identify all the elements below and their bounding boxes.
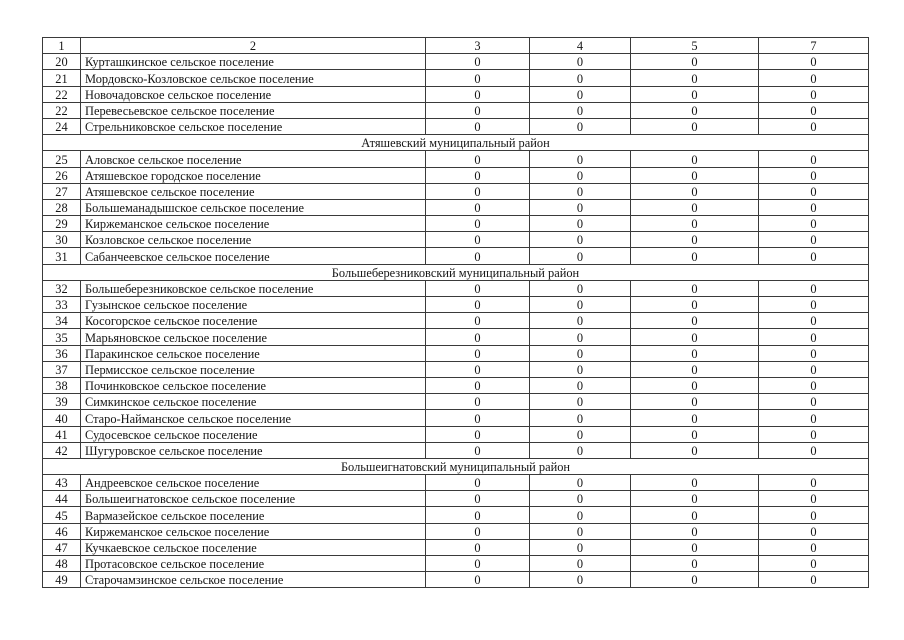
col-5-value: 0: [631, 167, 759, 183]
col-5-value: 0: [631, 297, 759, 313]
table-row: [43, 523, 869, 539]
col-7-value: 0: [759, 523, 869, 539]
row-number: 33: [43, 297, 81, 313]
col-3-value: 0: [426, 426, 530, 442]
row-number: 38: [43, 377, 81, 393]
table-row: [43, 377, 869, 393]
row-number: 47: [43, 539, 81, 555]
col-4-value: 0: [530, 167, 631, 183]
settlement-name: Стрельниковское сельское поселение: [81, 118, 426, 134]
col-3-value: 0: [426, 410, 530, 426]
column-number-2: 2: [81, 38, 426, 54]
table-row: [43, 216, 869, 232]
col-7-value: 0: [759, 183, 869, 199]
col-5-value: 0: [631, 556, 759, 572]
settlement-name: Симкинское сельское поселение: [81, 394, 426, 410]
settlement-name: Мордовско-Козловское сельское поселение: [81, 70, 426, 86]
col-3-value: 0: [426, 183, 530, 199]
column-number-3: 3: [426, 38, 530, 54]
table-row: [43, 345, 869, 361]
row-number: 31: [43, 248, 81, 264]
settlement-name: Курташкинское сельское поселение: [81, 54, 426, 70]
col-5-value: 0: [631, 216, 759, 232]
col-4-value: 0: [530, 426, 631, 442]
settlement-name: Новочадовское сельское поселение: [81, 86, 426, 102]
row-number: 46: [43, 523, 81, 539]
col-3-value: 0: [426, 280, 530, 296]
col-3-value: 0: [426, 345, 530, 361]
table-row: [43, 297, 869, 313]
settlement-name: Шугуровское сельское поселение: [81, 442, 426, 458]
table-row: [43, 248, 869, 264]
col-7-value: 0: [759, 54, 869, 70]
col-7-value: 0: [759, 426, 869, 442]
col-4-value: 0: [530, 523, 631, 539]
col-4-value: 0: [530, 232, 631, 248]
settlement-name: Киржеманское сельское поселение: [81, 523, 426, 539]
col-7-value: 0: [759, 377, 869, 393]
row-number: 48: [43, 556, 81, 572]
col-4-value: 0: [530, 54, 631, 70]
col-7-value: 0: [759, 475, 869, 491]
table-row: [43, 54, 869, 70]
district-title: Большеигнатовский муниципальный район: [43, 458, 869, 474]
col-3-value: 0: [426, 297, 530, 313]
col-3-value: 0: [426, 539, 530, 555]
col-7-value: 0: [759, 102, 869, 118]
table-row: [43, 394, 869, 410]
settlement-name: Марьяновское сельское поселение: [81, 329, 426, 345]
row-number: 35: [43, 329, 81, 345]
row-number: 29: [43, 216, 81, 232]
row-number: 27: [43, 183, 81, 199]
col-5-value: 0: [631, 426, 759, 442]
table-row: [43, 118, 869, 134]
col-4-value: 0: [530, 118, 631, 134]
col-7-value: 0: [759, 118, 869, 134]
col-3-value: 0: [426, 86, 530, 102]
table-row: [43, 539, 869, 555]
col-4-value: 0: [530, 345, 631, 361]
col-4-value: 0: [530, 394, 631, 410]
row-number: 25: [43, 151, 81, 167]
district-section-row: [43, 264, 869, 280]
row-number: 41: [43, 426, 81, 442]
col-5-value: 0: [631, 151, 759, 167]
col-4-value: 0: [530, 102, 631, 118]
col-4-value: 0: [530, 86, 631, 102]
col-3-value: 0: [426, 377, 530, 393]
row-number: 22: [43, 102, 81, 118]
col-3-value: 0: [426, 475, 530, 491]
column-number-1: 1: [43, 38, 81, 54]
col-3-value: 0: [426, 232, 530, 248]
district-section-row: [43, 458, 869, 474]
settlement-name: Гузынское сельское поселение: [81, 297, 426, 313]
col-5-value: 0: [631, 523, 759, 539]
col-7-value: 0: [759, 572, 869, 588]
row-number: 43: [43, 475, 81, 491]
table-row: [43, 475, 869, 491]
settlement-name: Старочамзинское сельское поселение: [81, 572, 426, 588]
col-4-value: 0: [530, 572, 631, 588]
col-7-value: 0: [759, 345, 869, 361]
settlement-name: Перевесьевское сельское поселение: [81, 102, 426, 118]
col-5-value: 0: [631, 507, 759, 523]
settlement-name: Вармазейское сельское поселение: [81, 507, 426, 523]
col-5-value: 0: [631, 199, 759, 215]
table-row: [43, 102, 869, 118]
col-7-value: 0: [759, 394, 869, 410]
row-number: 21: [43, 70, 81, 86]
col-4-value: 0: [530, 280, 631, 296]
row-number: 24: [43, 118, 81, 134]
col-3-value: 0: [426, 313, 530, 329]
col-3-value: 0: [426, 572, 530, 588]
settlement-name: Киржеманское сельское поселение: [81, 216, 426, 232]
table-row: [43, 410, 869, 426]
col-3-value: 0: [426, 102, 530, 118]
row-number: 36: [43, 345, 81, 361]
col-5-value: 0: [631, 572, 759, 588]
settlement-name: Судосевское сельское поселение: [81, 426, 426, 442]
table-row: [43, 70, 869, 86]
col-3-value: 0: [426, 507, 530, 523]
table-row: [43, 361, 869, 377]
col-7-value: 0: [759, 297, 869, 313]
row-number: 26: [43, 167, 81, 183]
settlement-name: Кучкаевское сельское поселение: [81, 539, 426, 555]
table-row: [43, 572, 869, 588]
col-7-value: 0: [759, 491, 869, 507]
col-4-value: 0: [530, 410, 631, 426]
col-7-value: 0: [759, 167, 869, 183]
col-7-value: 0: [759, 86, 869, 102]
col-3-value: 0: [426, 151, 530, 167]
table-row: [43, 183, 869, 199]
col-7-value: 0: [759, 442, 869, 458]
district-section-row: [43, 135, 869, 151]
column-number-5: 5: [631, 38, 759, 54]
col-4-value: 0: [530, 151, 631, 167]
col-4-value: 0: [530, 475, 631, 491]
table-row: [43, 232, 869, 248]
settlement-name: Андреевское сельское поселение: [81, 475, 426, 491]
row-number: 20: [43, 54, 81, 70]
settlement-name: Паракинское сельское поселение: [81, 345, 426, 361]
settlement-name: Атяшевское сельское поселение: [81, 183, 426, 199]
col-7-value: 0: [759, 507, 869, 523]
row-number: 22: [43, 86, 81, 102]
col-5-value: 0: [631, 102, 759, 118]
col-3-value: 0: [426, 54, 530, 70]
table-row: [43, 507, 869, 523]
col-4-value: 0: [530, 442, 631, 458]
col-5-value: 0: [631, 539, 759, 555]
col-3-value: 0: [426, 361, 530, 377]
row-number: 49: [43, 572, 81, 588]
row-number: 45: [43, 507, 81, 523]
row-number: 32: [43, 280, 81, 296]
col-5-value: 0: [631, 410, 759, 426]
col-5-value: 0: [631, 377, 759, 393]
col-3-value: 0: [426, 394, 530, 410]
col-3-value: 0: [426, 329, 530, 345]
col-4-value: 0: [530, 183, 631, 199]
col-3-value: 0: [426, 491, 530, 507]
col-7-value: 0: [759, 539, 869, 555]
settlement-name: Пермисское сельское поселение: [81, 361, 426, 377]
table-row: [43, 491, 869, 507]
col-4-value: 0: [530, 556, 631, 572]
col-7-value: 0: [759, 216, 869, 232]
col-4-value: 0: [530, 361, 631, 377]
col-7-value: 0: [759, 410, 869, 426]
col-5-value: 0: [631, 442, 759, 458]
table-row: [43, 329, 869, 345]
col-4-value: 0: [530, 507, 631, 523]
col-3-value: 0: [426, 199, 530, 215]
col-4-value: 0: [530, 297, 631, 313]
col-4-value: 0: [530, 539, 631, 555]
table-row: [43, 280, 869, 296]
row-number: 40: [43, 410, 81, 426]
row-number: 39: [43, 394, 81, 410]
col-4-value: 0: [530, 199, 631, 215]
col-3-value: 0: [426, 70, 530, 86]
col-7-value: 0: [759, 199, 869, 215]
settlement-name: Атяшевское городское поселение: [81, 167, 426, 183]
col-5-value: 0: [631, 345, 759, 361]
table-row: [43, 151, 869, 167]
col-4-value: 0: [530, 491, 631, 507]
settlement-name: Протасовское сельское поселение: [81, 556, 426, 572]
col-3-value: 0: [426, 118, 530, 134]
district-title: Атяшевский муниципальный район: [43, 135, 869, 151]
col-3-value: 0: [426, 248, 530, 264]
col-5-value: 0: [631, 361, 759, 377]
col-4-value: 0: [530, 329, 631, 345]
settlement-name: Козловское сельское поселение: [81, 232, 426, 248]
col-7-value: 0: [759, 248, 869, 264]
col-5-value: 0: [631, 313, 759, 329]
settlement-name: Починковское сельское поселение: [81, 377, 426, 393]
settlement-name: Большеманадышское сельское поселение: [81, 199, 426, 215]
settlement-name: Аловское сельское поселение: [81, 151, 426, 167]
table-row: [43, 313, 869, 329]
document-page: [42, 37, 869, 588]
row-number: 37: [43, 361, 81, 377]
col-7-value: 0: [759, 232, 869, 248]
col-7-value: 0: [759, 280, 869, 296]
row-number: 42: [43, 442, 81, 458]
col-7-value: 0: [759, 329, 869, 345]
col-5-value: 0: [631, 183, 759, 199]
col-5-value: 0: [631, 329, 759, 345]
col-5-value: 0: [631, 54, 759, 70]
col-4-value: 0: [530, 377, 631, 393]
col-4-value: 0: [530, 216, 631, 232]
col-7-value: 0: [759, 151, 869, 167]
table-row: [43, 199, 869, 215]
row-number: 34: [43, 313, 81, 329]
col-4-value: 0: [530, 248, 631, 264]
settlement-name: Старо-Найманское сельское поселение: [81, 410, 426, 426]
col-5-value: 0: [631, 118, 759, 134]
col-3-value: 0: [426, 167, 530, 183]
col-7-value: 0: [759, 361, 869, 377]
col-4-value: 0: [530, 313, 631, 329]
col-3-value: 0: [426, 523, 530, 539]
column-number-header-row: [43, 38, 869, 54]
col-3-value: 0: [426, 556, 530, 572]
col-5-value: 0: [631, 232, 759, 248]
col-3-value: 0: [426, 216, 530, 232]
col-5-value: 0: [631, 280, 759, 296]
table-row: [43, 556, 869, 572]
col-5-value: 0: [631, 475, 759, 491]
col-5-value: 0: [631, 86, 759, 102]
settlements-table: [42, 37, 869, 588]
settlement-name: Косогорское сельское поселение: [81, 313, 426, 329]
col-5-value: 0: [631, 70, 759, 86]
col-5-value: 0: [631, 394, 759, 410]
col-3-value: 0: [426, 442, 530, 458]
district-title: Большеберезниковский муниципальный район: [43, 264, 869, 280]
col-5-value: 0: [631, 248, 759, 264]
row-number: 44: [43, 491, 81, 507]
col-5-value: 0: [631, 491, 759, 507]
col-7-value: 0: [759, 70, 869, 86]
col-7-value: 0: [759, 313, 869, 329]
col-7-value: 0: [759, 556, 869, 572]
row-number: 30: [43, 232, 81, 248]
column-number-7: 7: [759, 38, 869, 54]
table-row: [43, 86, 869, 102]
table-row: [43, 167, 869, 183]
settlement-name: Большеберезниковское сельское поселение: [81, 280, 426, 296]
settlement-name: Сабанчеевское сельское поселение: [81, 248, 426, 264]
row-number: 28: [43, 199, 81, 215]
table-row: [43, 426, 869, 442]
column-number-4: 4: [530, 38, 631, 54]
table-row: [43, 442, 869, 458]
col-4-value: 0: [530, 70, 631, 86]
settlement-name: Большеигнатовское сельское поселение: [81, 491, 426, 507]
